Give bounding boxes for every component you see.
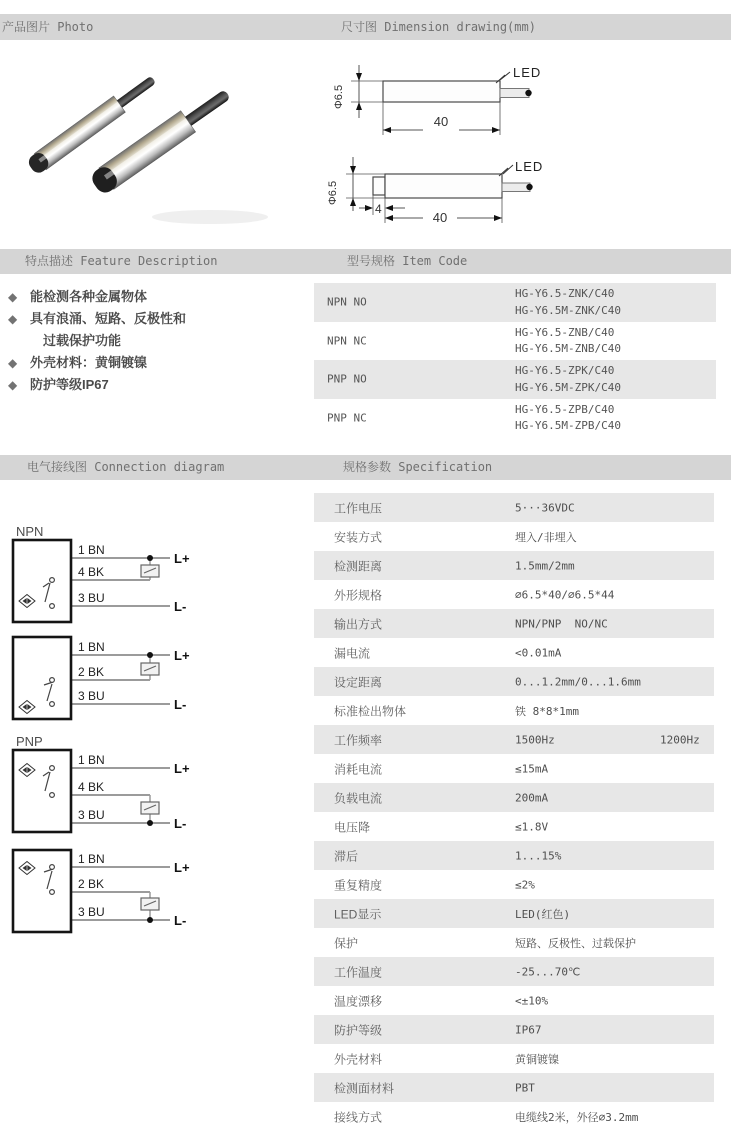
- led-label: LED: [515, 159, 544, 174]
- item-code: HG-Y6.5-ZNK/C40: [515, 287, 615, 300]
- item-codes: [515, 325, 621, 358]
- pin-label: 2 BK: [78, 665, 105, 679]
- table-row: [314, 812, 714, 841]
- table-row: [314, 899, 714, 928]
- spec-value: -25...70℃: [515, 965, 581, 978]
- pin-label: 4 BK: [78, 780, 105, 794]
- spec-label: 滞后: [334, 849, 359, 863]
- spec-label: 检测距离: [334, 559, 383, 573]
- table-row: [314, 754, 714, 783]
- table-row: [314, 493, 714, 522]
- bullet-icon: ◆: [8, 356, 18, 370]
- wiring-diagram-pnp-no: [13, 734, 190, 832]
- sensor-gloss: [104, 118, 189, 179]
- rail-label: L-: [174, 697, 187, 712]
- switch-terminal: [50, 702, 55, 707]
- spec-label: 外壳材料: [334, 1052, 383, 1066]
- feature-text: 外壳材料：黄铜镀镍: [30, 355, 148, 370]
- table-row: [314, 399, 716, 438]
- arrowhead: [385, 205, 393, 211]
- spec-value: 埋入/非埋入: [515, 530, 577, 544]
- photo-shadow: [152, 210, 268, 224]
- output-type: PNP NO: [327, 372, 367, 386]
- spec-value: 1...15%: [515, 849, 562, 862]
- table-row: [314, 360, 716, 399]
- pin-label: 1 BN: [78, 640, 105, 654]
- spec-value: ≤1.8V: [515, 820, 549, 833]
- spec-label: LED显示: [334, 907, 382, 921]
- sensor-outline-cable: [502, 183, 530, 192]
- arrowhead: [492, 127, 500, 133]
- spec-value: PBT: [515, 1081, 535, 1094]
- item-codes: [515, 286, 621, 319]
- item-code-table: [314, 283, 716, 437]
- spec-label: 保护: [334, 936, 359, 950]
- spec-label: 输出方式: [334, 617, 383, 631]
- diagram-type-label: NPN: [16, 524, 44, 539]
- rail-label: L+: [174, 648, 190, 663]
- table-row: [314, 783, 714, 812]
- table-row: [314, 1015, 714, 1044]
- feature-list: [8, 286, 308, 396]
- feature-item: [8, 286, 308, 308]
- sensor-outline-tip: [373, 177, 385, 195]
- diameter-label: Φ6.5: [327, 180, 339, 205]
- spec-label: 消耗电流: [334, 762, 383, 776]
- bullet-icon: ◆: [8, 290, 18, 304]
- spec-value: <0.01mA: [515, 646, 562, 659]
- photo-section-title: 产品图片 Photo: [2, 20, 94, 34]
- output-type: NPN NC: [327, 334, 367, 348]
- spec-value-secondary: 1200Hz: [660, 733, 700, 746]
- spec-value: 1500Hz: [515, 733, 555, 746]
- spec-label: 漏电流: [334, 646, 371, 660]
- item-codes: [515, 363, 621, 396]
- spec-label: 防护等级: [334, 1023, 383, 1037]
- switch-terminal: [50, 793, 55, 798]
- product-photo: [10, 55, 330, 230]
- arrowhead: [385, 215, 393, 221]
- junction-dot: [147, 652, 153, 658]
- spec-value: IP67: [515, 1023, 542, 1036]
- spec-value: 5···36VDC: [515, 501, 575, 514]
- sensor-box: [13, 637, 71, 719]
- length-label: 40: [433, 114, 449, 129]
- table-row: [314, 841, 714, 870]
- feature-item-continuation: [8, 330, 308, 352]
- spec-value: 200mA: [515, 791, 549, 804]
- spec-value: 1.5mm/2mm: [515, 559, 575, 572]
- feature-text: 过载保护功能: [43, 333, 122, 348]
- feature-item: [8, 374, 308, 396]
- length-label: 40: [432, 210, 448, 225]
- table-row: [314, 580, 714, 609]
- rail-label: L-: [174, 816, 187, 831]
- spec-label: 安装方式: [334, 530, 383, 544]
- table-row: [314, 696, 714, 725]
- item-code: HG-Y6.5M-ZPK/C40: [515, 380, 621, 394]
- table-row: [314, 609, 714, 638]
- rail-label: L+: [174, 860, 190, 875]
- item-code: HG-Y6.5M-ZPB/C40: [515, 419, 621, 432]
- junction-dot: [147, 917, 153, 923]
- table-row: [314, 283, 716, 322]
- arrowhead: [356, 73, 362, 81]
- table-row: [314, 957, 714, 986]
- spec-value: 短路、反极性、过载保护: [515, 936, 636, 950]
- switch-terminal: [50, 865, 55, 870]
- wiring-diagram-npn-nc: [13, 637, 190, 719]
- connection-section-title: 电气接线图 Connection diagram: [27, 460, 225, 474]
- sensor-box: [13, 750, 71, 832]
- spec-label: 工作电压: [334, 501, 383, 515]
- arrowhead: [494, 215, 502, 221]
- pin-label: 3 BU: [78, 689, 105, 703]
- spec-value: ≤15mA: [515, 762, 549, 775]
- spec-value: NPN/PNP NO/NC: [515, 617, 608, 630]
- spec-label: 温度漂移: [334, 994, 383, 1008]
- output-type: PNP NC: [327, 411, 367, 425]
- table-row: [314, 1044, 714, 1073]
- rail-label: L-: [174, 599, 187, 614]
- table-row: [314, 928, 714, 957]
- junction-dot: [147, 820, 153, 826]
- section-header-connection-spec: [0, 455, 731, 480]
- led-pointer-lines: [496, 72, 510, 83]
- sensor-box: [13, 850, 71, 932]
- wiring-diagram-pnp-nc: [13, 850, 190, 932]
- sensor-outline-body: [385, 174, 502, 198]
- connection-diagrams: [8, 498, 220, 938]
- spec-value: 铁 8*8*1mm: [515, 704, 579, 718]
- pin-label: 1 BN: [78, 543, 105, 557]
- section-header-feature-itemcode: [0, 249, 731, 274]
- section-header-photo-dimension: [0, 14, 731, 40]
- sensor-outline-cable: [500, 89, 529, 98]
- table-row: [314, 522, 714, 551]
- spec-value: 电缆线2米，外径∅3.2mm: [515, 1110, 639, 1124]
- table-row: [314, 870, 714, 899]
- sensor-gloss: [38, 102, 120, 163]
- spec-label: 设定距离: [334, 675, 383, 689]
- feature-text: 具有浪涌、短路、反极性和: [30, 311, 187, 326]
- switch-terminal: [50, 890, 55, 895]
- bullet-icon: ◆: [8, 378, 18, 392]
- table-row: [314, 1073, 714, 1102]
- item-code: HG-Y6.5-ZPB/C40: [515, 402, 615, 416]
- spec-label: 标准检出物体: [334, 704, 407, 718]
- arrowhead: [350, 198, 356, 206]
- spec-label: 工作温度: [334, 965, 383, 979]
- rail-label: L-: [174, 913, 187, 928]
- spec-label: 负载电流: [334, 791, 383, 805]
- table-row: [314, 322, 716, 361]
- pin-label: 3 BU: [78, 591, 105, 605]
- switch-terminal: [50, 578, 55, 583]
- feature-text: 能检测各种金属物体: [30, 289, 148, 304]
- spec-value: 黄铜镀镍: [515, 1052, 559, 1066]
- spec-value: <±10%: [515, 994, 549, 1007]
- diameter-label: Φ6.5: [333, 84, 345, 109]
- junction-dot: [147, 555, 153, 561]
- pin-label: 3 BU: [78, 808, 105, 822]
- feature-item: [8, 308, 308, 330]
- item-code: HG-Y6.5M-ZNB/C40: [515, 342, 621, 355]
- switch-terminal: [50, 766, 55, 771]
- bullet-icon: ◆: [8, 312, 18, 326]
- output-type: NPN NO: [327, 295, 367, 309]
- pin-label: 4 BK: [78, 565, 105, 579]
- diagram-type-label: PNP: [16, 734, 43, 749]
- spec-label: 重复精度: [334, 878, 383, 892]
- wiring-diagram-npn-no: [13, 524, 190, 622]
- feature-text: 防护等级IP67: [30, 377, 109, 392]
- spec-value: ∅6.5*40/∅6.5*44: [515, 588, 615, 601]
- spec-value: 0...1.2mm/0...1.6mm: [515, 675, 641, 688]
- table-row: [314, 551, 714, 580]
- tip-length-label: 4: [375, 202, 382, 216]
- pin-label: 1 BN: [78, 753, 105, 767]
- cable-end-dot: [526, 184, 532, 190]
- led-pointer-lines: [499, 165, 513, 176]
- table-row: [314, 986, 714, 1015]
- switch-terminal: [50, 678, 55, 683]
- arrowhead: [350, 166, 356, 174]
- dimension-drawings: [325, 45, 731, 245]
- specification-table: [314, 493, 714, 1131]
- item-code: HG-Y6.5-ZNB/C40: [515, 325, 615, 339]
- pin-label: 1 BN: [78, 852, 105, 866]
- arrowhead: [356, 102, 362, 110]
- dimension-section-title: 尺寸图 Dimension drawing(mm): [341, 20, 536, 34]
- led-label: LED: [513, 65, 542, 80]
- table-row: [314, 667, 714, 696]
- feature-section-title: 特点描述 Feature Description: [25, 254, 218, 268]
- diameter-extension-lines: [351, 81, 383, 102]
- feature-item: [8, 352, 308, 374]
- pin-label: 3 BU: [78, 905, 105, 919]
- spec-label: 工作频率: [334, 733, 383, 747]
- itemcode-section-title: 型号规格 Item Code: [347, 254, 468, 268]
- pin-label: 2 BK: [78, 877, 105, 891]
- spec-label: 外形规格: [334, 588, 383, 602]
- rail-label: L+: [174, 551, 190, 566]
- spec-section-title: 规格参数 Specification: [343, 460, 493, 474]
- spec-value: LED(红色): [515, 907, 571, 921]
- table-row: [314, 1102, 714, 1131]
- spec-label: 电压降: [334, 820, 371, 834]
- cable-end-dot: [525, 90, 531, 96]
- switch-terminal: [50, 604, 55, 609]
- spec-label: 接线方式: [334, 1110, 383, 1124]
- sensor-outline-body: [383, 81, 500, 102]
- arrowhead: [365, 205, 373, 211]
- table-row: [314, 638, 714, 667]
- spec-value: ≤2%: [515, 878, 535, 891]
- spec-label: 检测面材料: [334, 1081, 395, 1095]
- rail-label: L+: [174, 761, 190, 776]
- sensor-box: [13, 540, 71, 622]
- arrowhead: [383, 127, 391, 133]
- item-code: HG-Y6.5M-ZNK/C40: [515, 303, 621, 317]
- item-codes: [515, 402, 621, 435]
- table-row: [314, 725, 714, 754]
- item-code: HG-Y6.5-ZPK/C40: [515, 364, 615, 377]
